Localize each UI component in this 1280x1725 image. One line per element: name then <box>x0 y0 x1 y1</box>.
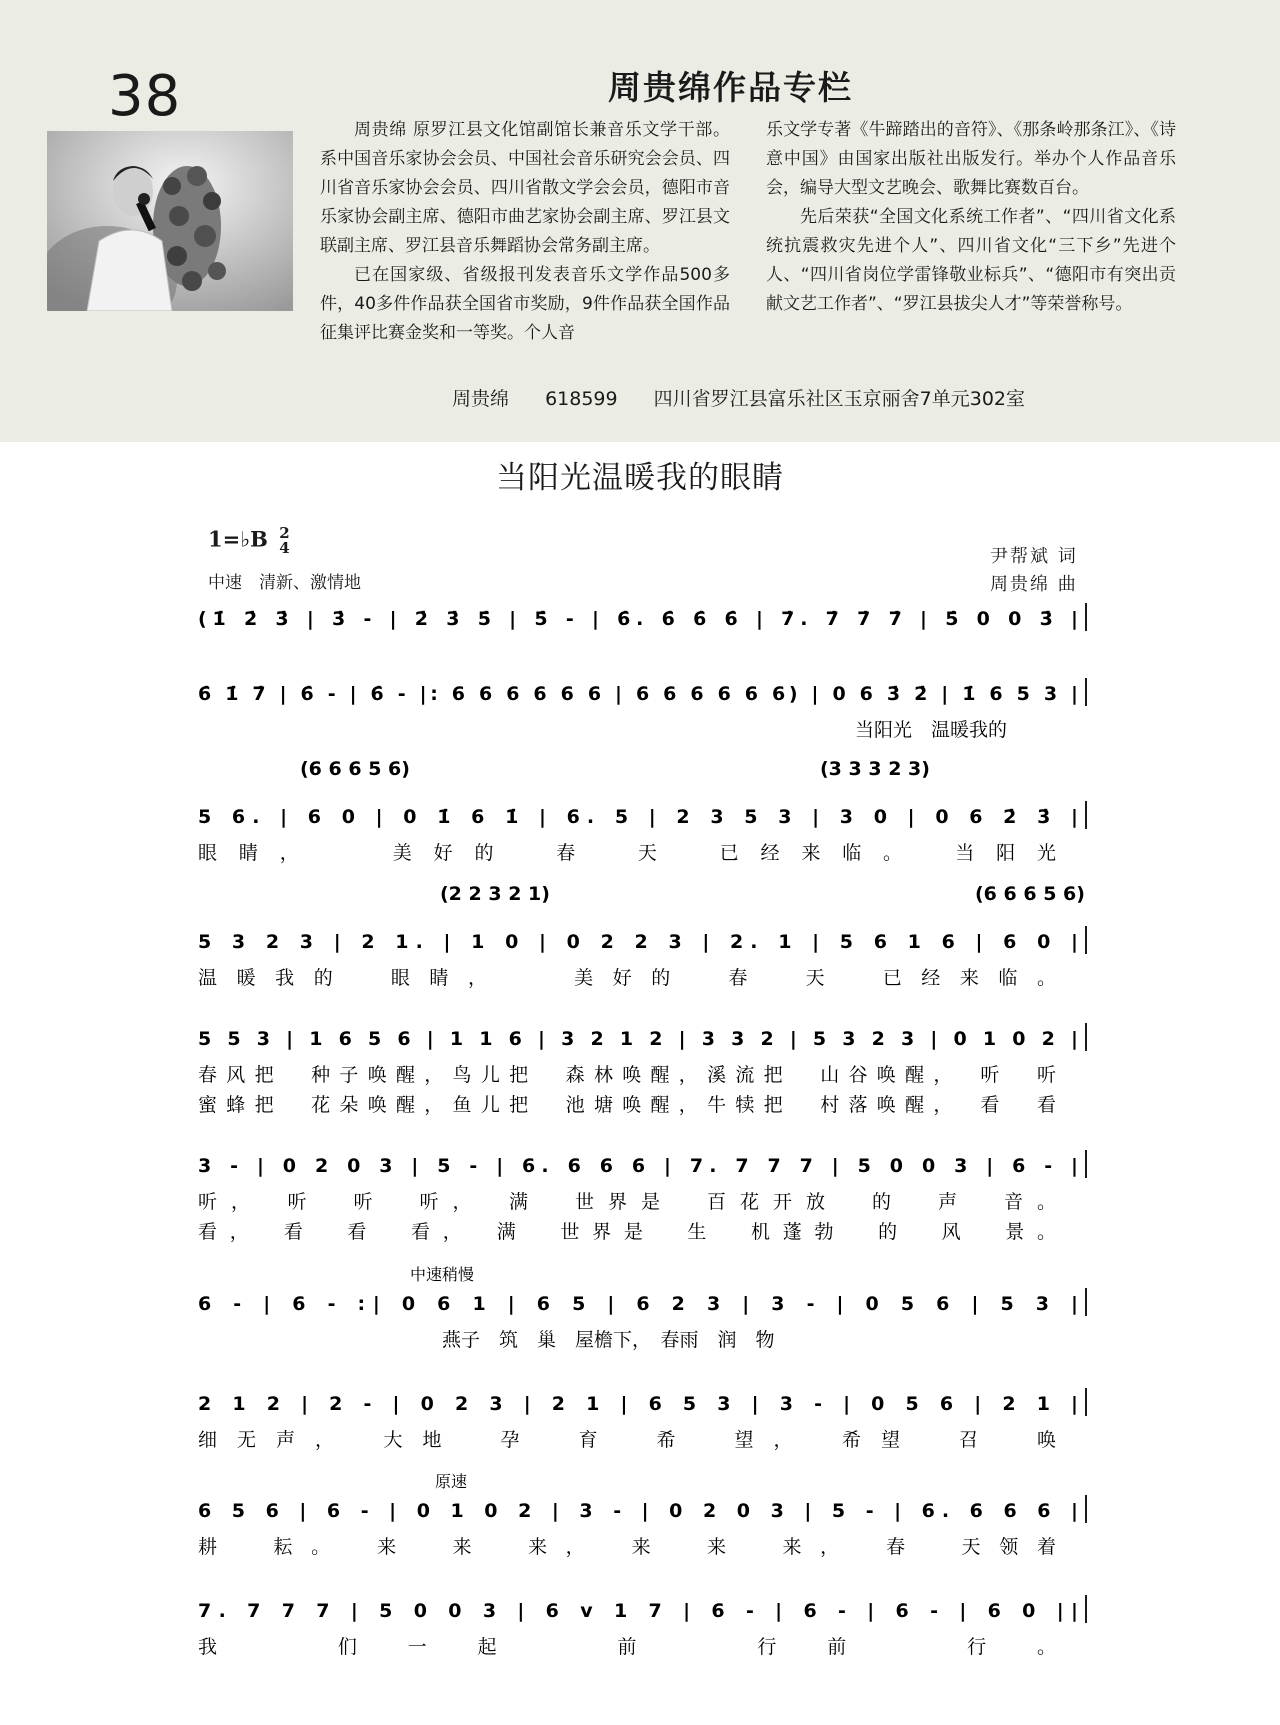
lyric-line: 耕 耘。 来 来 来， 来 来 来， 春 天领着 <box>198 1536 1056 1558</box>
composer-credit: 周贵绵 曲 <box>990 574 1078 595</box>
page-number: 38 <box>108 64 182 129</box>
staff-notes: 3 - | 0 2 0 3 | 5 - | 6. 6 6 6 | 7. 7 7 7 | 5 0 0 3 | 6 - | <box>198 1155 1079 1177</box>
key-label: 1=♭B <box>208 526 268 552</box>
staff-notes: 6 - | 6 - :| 0 6 1 | 6 5 | 6 2 3 | 3 - | 0 5 6 | 5 3 | <box>198 1293 1078 1315</box>
grace-ornament: (3 3 3 2 3) <box>820 758 930 780</box>
grace-ornament: (2 2 3 2 1) <box>440 883 550 905</box>
time-signature-top: 2 <box>279 524 290 542</box>
lyric-line: 燕子 筑 巢 屋檐下， 春雨 润 物 <box>442 1329 775 1351</box>
staff-notes: 5 5 3 | 1 6 5 6 | 1 1 6 | 3 2 1 2 | 3 3 2 | 5 3 2 3 | 0 1 0 2 | <box>198 1028 1079 1050</box>
lyric-line: 当阳光 温暖我的 <box>855 719 1008 741</box>
bio-paragraph: 先后荣获“全国文化系统工作者”、“四川省文化系统抗震救灾先进个人”、四川省文化“三下乡”先进个人、“四川省岗位学雷锋敬业标兵”、“德阳市有突出贡献文艺工作者”、“罗江县拔尖人才”等荣誉称号。 <box>766 207 1176 314</box>
lyric-line: 春风把 种子唤醒，鸟儿把 森林唤醒，溪流把 山谷唤醒， 听 听 <box>198 1064 1056 1086</box>
column-title: 周贵绵作品专栏 <box>608 68 853 107</box>
lyric-line: 我 们一起 前 行前 行。 <box>198 1636 1056 1658</box>
grace-ornament: (6 6 6 5 6) <box>300 758 410 780</box>
tempo-marking: 中速 清新、激情地 <box>208 573 361 593</box>
staff-notes: (1̇ 2̇ 3̇ | 3̇ - | 2̇ 3̇ 5̇ | 5̇ - | 6̇. 6̇ 6̇ 6̇ | 7̇. 7̇ 7̇ 7̇ | 5̇ 0 0 3̇ | <box>198 608 1078 630</box>
lyric-line: 细无声， 大地 孕 育 希 望， 希望 召 唤 <box>198 1429 1057 1451</box>
lyric-line: 听， 听 听 听， 满 世界是 百花开放 的 声 音。 <box>198 1191 1056 1213</box>
contact-postcode: 618599 <box>545 388 618 410</box>
staff-notes: 6̇ 1̇ 7̇ | 6̇ - | 6̇ - |: 6 6 6 6 6 6 | 6 6 6 6 6 6) | 0 6 3̇ 2̇ | 1̇ 6 5 3 | <box>198 683 1078 705</box>
staff-notes: 7. 7 7 7 | 5 0 0 3 | 6 v 1 7 | 6 - | 6 - | 6 - | 6 0 || <box>198 1600 1078 1622</box>
contact-name: 周贵绵 <box>452 388 510 410</box>
staff-notes: 5 6. | 6 0 | 0 1̇ 6 1̇ | 6. 5 | 2 3 5 3 | 3 0 | 0 6 2̇ 3̇ | <box>198 806 1078 828</box>
time-signature-bottom: 4 <box>279 539 290 557</box>
bio-paragraph: 乐文学专著《牛蹄踏出的音符》、《那条岭那条江》、《诗意中国》由国家出版社出版发行。举办个人作品音乐会，编导大型文艺晚会、歌舞比赛数百台。 <box>766 120 1176 198</box>
lyric-line: 蜜蜂把 花朵唤醒，鱼儿把 池塘唤醒，牛犊把 村落唤醒， 看 看 <box>198 1094 1056 1116</box>
bio-paragraph: 周贵绵 原罗江县文化馆副馆长兼音乐文学干部。系中国音乐家协会会员、中国社会音乐研究会会员、四川省音乐家协会会员、四川省散文学会会员，德阳市音乐家协会副主席、德阳市曲艺家协会副主席、罗江县文联副主席、罗江县音乐舞蹈协会常务副主席。 <box>320 120 730 256</box>
staff-notes: 6 5 6 | 6 - | 0 1 0 2 | 3 - | 0 2 0 3 | 5 - | 6. 6 6 6 | <box>198 1500 1078 1522</box>
tempo-change-marking: 原速 <box>435 1472 468 1491</box>
staff-notes: 5 3 2 3 | 2 1. | 1 0 | 0 2 2 3 | 2. 1 | 5 6 1 6 | 6 0 | <box>198 931 1078 953</box>
lyric-line: 温暖我的 眼睛， 美好的 春 天 已经来临。 <box>198 967 1056 989</box>
song-title: 当阳光温暖我的眼睛 <box>496 460 784 496</box>
lyric-line: 看， 看 看 看， 满 世界是 生 机蓬勃 的 风 景。 <box>198 1221 1056 1243</box>
tempo-change-marking: 中速稍慢 <box>410 1265 475 1284</box>
contact-address: 四川省罗江县富乐社区玉京丽舍7单元302室 <box>653 388 1025 410</box>
bio-paragraph: 已在国家级、省级报刊发表音乐文学作品500多件，40多件作品获全国省市奖励，9件作品获全国作品征集评比赛金奖和一等奖。个人音 <box>320 265 730 343</box>
lyricist-credit: 尹帮斌 词 <box>990 546 1078 567</box>
lyric-line: 眼睛， 美好的 春 天 已经来临。 当阳光 <box>198 842 1056 864</box>
staff-notes: 2 1 2 | 2 - | 0 2 3 | 2 1 | 6 5 3 | 3 - | 0 5 6 | 2 1 | <box>198 1393 1078 1415</box>
grace-ornament: (6 6 6 5 6) <box>975 883 1085 905</box>
